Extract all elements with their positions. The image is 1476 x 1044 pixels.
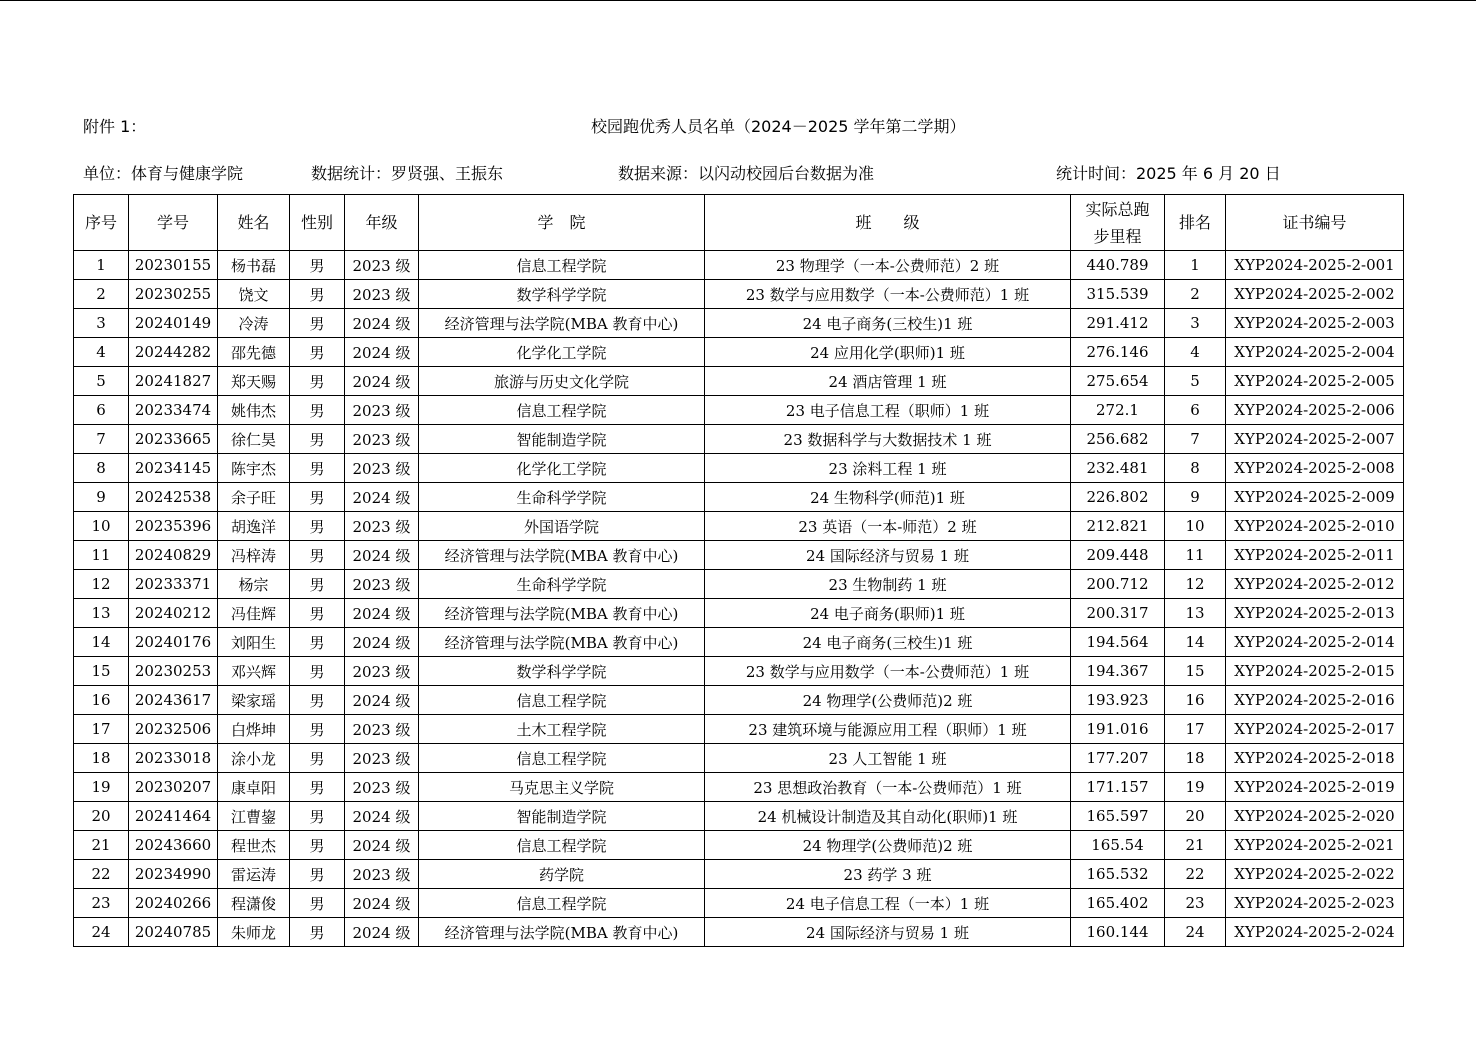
cell-distance: 193.923 bbox=[1071, 686, 1165, 715]
cell-grade: 2023 级 bbox=[345, 280, 419, 309]
cell-seq: 17 bbox=[74, 715, 129, 744]
table-row bbox=[74, 802, 1404, 831]
cell-gender: 男 bbox=[290, 512, 345, 541]
table-row bbox=[74, 367, 1404, 396]
cell-certificate: XYP2024-2025-2-014 bbox=[1226, 628, 1404, 657]
cell-name: 冯梓涛 bbox=[218, 541, 290, 570]
cell-name: 程潇俊 bbox=[218, 889, 290, 918]
cell-class: 24 电子商务(三校生)1 班 bbox=[705, 309, 1071, 338]
cell-college: 化学化工学院 bbox=[419, 454, 705, 483]
table-row bbox=[74, 831, 1404, 860]
cell-student-id: 20240176 bbox=[129, 628, 218, 657]
cell-student-id: 20240149 bbox=[129, 309, 218, 338]
cell-grade: 2024 级 bbox=[345, 338, 419, 367]
cell-gender: 男 bbox=[290, 251, 345, 280]
table-row bbox=[74, 309, 1404, 338]
cell-certificate: XYP2024-2025-2-024 bbox=[1226, 918, 1404, 947]
cell-college: 经济管理与法学院(MBA 教育中心) bbox=[419, 309, 705, 338]
cell-name: 陈宇杰 bbox=[218, 454, 290, 483]
cell-student-id: 20240266 bbox=[129, 889, 218, 918]
cell-student-id: 20233665 bbox=[129, 425, 218, 454]
cell-grade: 2023 级 bbox=[345, 715, 419, 744]
cell-distance: 165.402 bbox=[1071, 889, 1165, 918]
cell-certificate: XYP2024-2025-2-021 bbox=[1226, 831, 1404, 860]
cell-distance: 160.144 bbox=[1071, 918, 1165, 947]
cell-class: 24 机械设计制造及其自动化(职师)1 班 bbox=[705, 802, 1071, 831]
table-row bbox=[74, 686, 1404, 715]
cell-class: 23 生物制药 1 班 bbox=[705, 570, 1071, 599]
cell-class: 24 电子信息工程（一本）1 班 bbox=[705, 889, 1071, 918]
cell-gender: 男 bbox=[290, 570, 345, 599]
cell-seq: 2 bbox=[74, 280, 129, 309]
cell-college: 数学科学学院 bbox=[419, 657, 705, 686]
cell-class: 23 数学与应用数学（一本-公费师范）1 班 bbox=[705, 280, 1071, 309]
cell-certificate: XYP2024-2025-2-006 bbox=[1226, 396, 1404, 425]
table-row bbox=[74, 744, 1404, 773]
cell-class: 24 电子商务(三校生)1 班 bbox=[705, 628, 1071, 657]
cell-seq: 13 bbox=[74, 599, 129, 628]
cell-distance: 276.146 bbox=[1071, 338, 1165, 367]
cell-grade: 2024 级 bbox=[345, 599, 419, 628]
cell-rank: 15 bbox=[1165, 657, 1226, 686]
cell-grade: 2023 级 bbox=[345, 744, 419, 773]
cell-certificate: XYP2024-2025-2-011 bbox=[1226, 541, 1404, 570]
cell-class: 23 建筑环境与能源应用工程（职师）1 班 bbox=[705, 715, 1071, 744]
cell-class: 23 物理学（一本-公费师范）2 班 bbox=[705, 251, 1071, 280]
cell-class: 23 思想政治教育（一本-公费师范）1 班 bbox=[705, 773, 1071, 802]
cell-gender: 男 bbox=[290, 280, 345, 309]
stats-info: 数据统计：罗贤强、王振东 bbox=[311, 164, 504, 183]
cell-distance: 212.821 bbox=[1071, 512, 1165, 541]
cell-name: 梁家瑶 bbox=[218, 686, 290, 715]
cell-student-id: 20234990 bbox=[129, 860, 218, 889]
cell-class: 23 电子信息工程（职师）1 班 bbox=[705, 396, 1071, 425]
cell-rank: 14 bbox=[1165, 628, 1226, 657]
cell-college: 信息工程学院 bbox=[419, 396, 705, 425]
cell-rank: 10 bbox=[1165, 512, 1226, 541]
cell-name: 冷涛 bbox=[218, 309, 290, 338]
cell-college: 经济管理与法学院(MBA 教育中心) bbox=[419, 541, 705, 570]
cell-rank: 3 bbox=[1165, 309, 1226, 338]
cell-class: 23 药学 3 班 bbox=[705, 860, 1071, 889]
cell-seq: 15 bbox=[74, 657, 129, 686]
cell-gender: 男 bbox=[290, 454, 345, 483]
cell-college: 化学化工学院 bbox=[419, 338, 705, 367]
cell-gender: 男 bbox=[290, 686, 345, 715]
page-top-border bbox=[0, 0, 1476, 1]
cell-class: 23 涂料工程 1 班 bbox=[705, 454, 1071, 483]
cell-certificate: XYP2024-2025-2-003 bbox=[1226, 309, 1404, 338]
cell-rank: 6 bbox=[1165, 396, 1226, 425]
cell-rank: 20 bbox=[1165, 802, 1226, 831]
cell-seq: 3 bbox=[74, 309, 129, 338]
cell-certificate: XYP2024-2025-2-010 bbox=[1226, 512, 1404, 541]
cell-class: 23 英语（一本-师范）2 班 bbox=[705, 512, 1071, 541]
cell-rank: 11 bbox=[1165, 541, 1226, 570]
cell-college: 智能制造学院 bbox=[419, 425, 705, 454]
table-row bbox=[74, 512, 1404, 541]
cell-rank: 7 bbox=[1165, 425, 1226, 454]
cell-distance: 177.207 bbox=[1071, 744, 1165, 773]
cell-name: 胡逸洋 bbox=[218, 512, 290, 541]
cell-grade: 2024 级 bbox=[345, 802, 419, 831]
cell-student-id: 20230255 bbox=[129, 280, 218, 309]
cell-rank: 4 bbox=[1165, 338, 1226, 367]
header-class: 班 级 bbox=[705, 195, 1071, 251]
cell-grade: 2024 级 bbox=[345, 309, 419, 338]
cell-certificate: XYP2024-2025-2-023 bbox=[1226, 889, 1404, 918]
cell-distance: 209.448 bbox=[1071, 541, 1165, 570]
table-header-row bbox=[74, 195, 1404, 251]
cell-class: 24 生物科学(师范)1 班 bbox=[705, 483, 1071, 512]
cell-gender: 男 bbox=[290, 309, 345, 338]
attachment-label: 附件 1： bbox=[83, 117, 147, 136]
cell-rank: 23 bbox=[1165, 889, 1226, 918]
cell-rank: 24 bbox=[1165, 918, 1226, 947]
cell-student-id: 20235396 bbox=[129, 512, 218, 541]
cell-student-id: 20244282 bbox=[129, 338, 218, 367]
cell-seq: 8 bbox=[74, 454, 129, 483]
cell-student-id: 20230207 bbox=[129, 773, 218, 802]
cell-rank: 21 bbox=[1165, 831, 1226, 860]
header-distance-line2: 步里程 bbox=[1093, 226, 1142, 246]
table-row bbox=[74, 454, 1404, 483]
cell-rank: 13 bbox=[1165, 599, 1226, 628]
cell-student-id: 20232506 bbox=[129, 715, 218, 744]
cell-certificate: XYP2024-2025-2-022 bbox=[1226, 860, 1404, 889]
header-certificate: 证书编号 bbox=[1226, 195, 1404, 251]
cell-distance: 226.802 bbox=[1071, 483, 1165, 512]
header-gender: 性别 bbox=[290, 195, 345, 251]
cell-grade: 2024 级 bbox=[345, 831, 419, 860]
cell-college: 生命科学学院 bbox=[419, 570, 705, 599]
cell-rank: 12 bbox=[1165, 570, 1226, 599]
cell-gender: 男 bbox=[290, 889, 345, 918]
table-row bbox=[74, 251, 1404, 280]
honor-roll-table bbox=[73, 194, 1404, 947]
cell-grade: 2023 级 bbox=[345, 251, 419, 280]
table-row bbox=[74, 483, 1404, 512]
cell-grade: 2023 级 bbox=[345, 425, 419, 454]
cell-distance: 272.1 bbox=[1071, 396, 1165, 425]
cell-student-id: 20230253 bbox=[129, 657, 218, 686]
cell-class: 23 数学与应用数学（一本-公费师范）1 班 bbox=[705, 657, 1071, 686]
cell-name: 涂小龙 bbox=[218, 744, 290, 773]
cell-certificate: XYP2024-2025-2-004 bbox=[1226, 338, 1404, 367]
cell-seq: 6 bbox=[74, 396, 129, 425]
cell-rank: 22 bbox=[1165, 860, 1226, 889]
cell-college: 信息工程学院 bbox=[419, 744, 705, 773]
table-row bbox=[74, 715, 1404, 744]
cell-distance: 194.564 bbox=[1071, 628, 1165, 657]
cell-grade: 2024 级 bbox=[345, 541, 419, 570]
cell-seq: 11 bbox=[74, 541, 129, 570]
cell-seq: 4 bbox=[74, 338, 129, 367]
cell-seq: 16 bbox=[74, 686, 129, 715]
cell-name: 杨书磊 bbox=[218, 251, 290, 280]
cell-gender: 男 bbox=[290, 802, 345, 831]
cell-rank: 17 bbox=[1165, 715, 1226, 744]
table-row bbox=[74, 541, 1404, 570]
cell-college: 马克思主义学院 bbox=[419, 773, 705, 802]
cell-seq: 5 bbox=[74, 367, 129, 396]
cell-rank: 1 bbox=[1165, 251, 1226, 280]
table-row bbox=[74, 628, 1404, 657]
table-row bbox=[74, 425, 1404, 454]
cell-college: 经济管理与法学院(MBA 教育中心) bbox=[419, 599, 705, 628]
cell-name: 杨宗 bbox=[218, 570, 290, 599]
cell-student-id: 20233474 bbox=[129, 396, 218, 425]
cell-rank: 2 bbox=[1165, 280, 1226, 309]
unit-info: 单位：体育与健康学院 bbox=[83, 164, 244, 183]
cell-distance: 200.712 bbox=[1071, 570, 1165, 599]
cell-college: 经济管理与法学院(MBA 教育中心) bbox=[419, 918, 705, 947]
cell-name: 余子旺 bbox=[218, 483, 290, 512]
table-row bbox=[74, 396, 1404, 425]
cell-college: 旅游与历史文化学院 bbox=[419, 367, 705, 396]
cell-distance: 194.367 bbox=[1071, 657, 1165, 686]
cell-name: 江曹鋆 bbox=[218, 802, 290, 831]
table-row bbox=[74, 889, 1404, 918]
cell-class: 24 物理学(公费师范)2 班 bbox=[705, 686, 1071, 715]
cell-grade: 2023 级 bbox=[345, 570, 419, 599]
cell-class: 24 应用化学(职师)1 班 bbox=[705, 338, 1071, 367]
cell-class: 24 国际经济与贸易 1 班 bbox=[705, 918, 1071, 947]
cell-college: 土木工程学院 bbox=[419, 715, 705, 744]
cell-class: 24 酒店管理 1 班 bbox=[705, 367, 1071, 396]
cell-certificate: XYP2024-2025-2-002 bbox=[1226, 280, 1404, 309]
cell-college: 药学院 bbox=[419, 860, 705, 889]
cell-certificate: XYP2024-2025-2-012 bbox=[1226, 570, 1404, 599]
header-seq: 序号 bbox=[74, 195, 129, 251]
cell-certificate: XYP2024-2025-2-009 bbox=[1226, 483, 1404, 512]
cell-seq: 10 bbox=[74, 512, 129, 541]
cell-student-id: 20240785 bbox=[129, 918, 218, 947]
table-row bbox=[74, 773, 1404, 802]
cell-college: 智能制造学院 bbox=[419, 802, 705, 831]
header-college: 学 院 bbox=[419, 195, 705, 251]
cell-gender: 男 bbox=[290, 831, 345, 860]
cell-certificate: XYP2024-2025-2-008 bbox=[1226, 454, 1404, 483]
cell-certificate: XYP2024-2025-2-001 bbox=[1226, 251, 1404, 280]
cell-name: 康卓阳 bbox=[218, 773, 290, 802]
cell-gender: 男 bbox=[290, 599, 345, 628]
cell-rank: 5 bbox=[1165, 367, 1226, 396]
cell-distance: 232.481 bbox=[1071, 454, 1165, 483]
cell-seq: 9 bbox=[74, 483, 129, 512]
cell-certificate: XYP2024-2025-2-016 bbox=[1226, 686, 1404, 715]
cell-seq: 21 bbox=[74, 831, 129, 860]
cell-grade: 2023 级 bbox=[345, 512, 419, 541]
cell-college: 信息工程学院 bbox=[419, 889, 705, 918]
table-row bbox=[74, 918, 1404, 947]
cell-student-id: 20230155 bbox=[129, 251, 218, 280]
cell-college: 信息工程学院 bbox=[419, 251, 705, 280]
cell-rank: 16 bbox=[1165, 686, 1226, 715]
cell-grade: 2023 级 bbox=[345, 657, 419, 686]
cell-gender: 男 bbox=[290, 483, 345, 512]
cell-class: 23 数据科学与大数据技术 1 班 bbox=[705, 425, 1071, 454]
cell-distance: 315.539 bbox=[1071, 280, 1165, 309]
cell-certificate: XYP2024-2025-2-018 bbox=[1226, 744, 1404, 773]
time-info: 统计时间：2025 年 6 月 20 日 bbox=[1056, 164, 1281, 183]
cell-student-id: 20243617 bbox=[129, 686, 218, 715]
cell-gender: 男 bbox=[290, 367, 345, 396]
cell-grade: 2023 级 bbox=[345, 396, 419, 425]
cell-seq: 24 bbox=[74, 918, 129, 947]
cell-certificate: XYP2024-2025-2-013 bbox=[1226, 599, 1404, 628]
cell-seq: 1 bbox=[74, 251, 129, 280]
cell-name: 刘阳生 bbox=[218, 628, 290, 657]
cell-student-id: 20233018 bbox=[129, 744, 218, 773]
cell-student-id: 20234145 bbox=[129, 454, 218, 483]
cell-certificate: XYP2024-2025-2-005 bbox=[1226, 367, 1404, 396]
cell-name: 邓兴辉 bbox=[218, 657, 290, 686]
cell-college: 经济管理与法学院(MBA 教育中心) bbox=[419, 628, 705, 657]
cell-seq: 23 bbox=[74, 889, 129, 918]
cell-certificate: XYP2024-2025-2-019 bbox=[1226, 773, 1404, 802]
cell-grade: 2023 级 bbox=[345, 454, 419, 483]
cell-student-id: 20242538 bbox=[129, 483, 218, 512]
cell-student-id: 20241827 bbox=[129, 367, 218, 396]
cell-rank: 19 bbox=[1165, 773, 1226, 802]
cell-distance: 291.412 bbox=[1071, 309, 1165, 338]
cell-gender: 男 bbox=[290, 715, 345, 744]
cell-gender: 男 bbox=[290, 541, 345, 570]
header-distance-line1: 实际总跑 bbox=[1085, 199, 1150, 219]
cell-seq: 20 bbox=[74, 802, 129, 831]
table-row bbox=[74, 657, 1404, 686]
cell-distance: 165.54 bbox=[1071, 831, 1165, 860]
cell-grade: 2024 级 bbox=[345, 483, 419, 512]
cell-class: 23 人工智能 1 班 bbox=[705, 744, 1071, 773]
cell-distance: 256.682 bbox=[1071, 425, 1165, 454]
header-grade: 年级 bbox=[345, 195, 419, 251]
table-row bbox=[74, 338, 1404, 367]
cell-name: 程世杰 bbox=[218, 831, 290, 860]
cell-college: 外国语学院 bbox=[419, 512, 705, 541]
cell-gender: 男 bbox=[290, 773, 345, 802]
cell-name: 白烨坤 bbox=[218, 715, 290, 744]
cell-student-id: 20240829 bbox=[129, 541, 218, 570]
cell-distance: 275.654 bbox=[1071, 367, 1165, 396]
cell-seq: 22 bbox=[74, 860, 129, 889]
cell-gender: 男 bbox=[290, 657, 345, 686]
cell-gender: 男 bbox=[290, 744, 345, 773]
cell-gender: 男 bbox=[290, 396, 345, 425]
cell-grade: 2023 级 bbox=[345, 860, 419, 889]
cell-grade: 2024 级 bbox=[345, 367, 419, 396]
cell-distance: 200.317 bbox=[1071, 599, 1165, 628]
cell-rank: 18 bbox=[1165, 744, 1226, 773]
cell-college: 信息工程学院 bbox=[419, 686, 705, 715]
cell-college: 生命科学学院 bbox=[419, 483, 705, 512]
header-name: 姓名 bbox=[218, 195, 290, 251]
cell-student-id: 20243660 bbox=[129, 831, 218, 860]
cell-name: 徐仁昊 bbox=[218, 425, 290, 454]
cell-name: 邵先德 bbox=[218, 338, 290, 367]
cell-distance: 171.157 bbox=[1071, 773, 1165, 802]
cell-college: 数学科学学院 bbox=[419, 280, 705, 309]
cell-distance: 165.597 bbox=[1071, 802, 1165, 831]
cell-seq: 18 bbox=[74, 744, 129, 773]
cell-grade: 2024 级 bbox=[345, 628, 419, 657]
cell-gender: 男 bbox=[290, 918, 345, 947]
cell-certificate: XYP2024-2025-2-020 bbox=[1226, 802, 1404, 831]
cell-student-id: 20233371 bbox=[129, 570, 218, 599]
cell-certificate: XYP2024-2025-2-017 bbox=[1226, 715, 1404, 744]
cell-class: 24 国际经济与贸易 1 班 bbox=[705, 541, 1071, 570]
document-title: 校园跑优秀人员名单（2024－2025 学年第二学期） bbox=[591, 117, 966, 136]
cell-name: 饶文 bbox=[218, 280, 290, 309]
cell-student-id: 20240212 bbox=[129, 599, 218, 628]
cell-distance: 191.016 bbox=[1071, 715, 1165, 744]
table-row bbox=[74, 860, 1404, 889]
cell-student-id: 20241464 bbox=[129, 802, 218, 831]
cell-rank: 8 bbox=[1165, 454, 1226, 483]
cell-gender: 男 bbox=[290, 860, 345, 889]
cell-name: 郑天赐 bbox=[218, 367, 290, 396]
cell-distance: 440.789 bbox=[1071, 251, 1165, 280]
cell-seq: 7 bbox=[74, 425, 129, 454]
cell-grade: 2023 级 bbox=[345, 773, 419, 802]
cell-distance: 165.532 bbox=[1071, 860, 1165, 889]
cell-certificate: XYP2024-2025-2-015 bbox=[1226, 657, 1404, 686]
cell-name: 冯佳辉 bbox=[218, 599, 290, 628]
cell-seq: 19 bbox=[74, 773, 129, 802]
table-row bbox=[74, 280, 1404, 309]
cell-certificate: XYP2024-2025-2-007 bbox=[1226, 425, 1404, 454]
header-distance bbox=[1071, 195, 1165, 251]
cell-class: 24 电子商务(职师)1 班 bbox=[705, 599, 1071, 628]
cell-seq: 14 bbox=[74, 628, 129, 657]
table-row bbox=[74, 599, 1404, 628]
cell-grade: 2024 级 bbox=[345, 889, 419, 918]
header-student-id: 学号 bbox=[129, 195, 218, 251]
cell-gender: 男 bbox=[290, 338, 345, 367]
header-rank: 排名 bbox=[1165, 195, 1226, 251]
table-row bbox=[74, 570, 1404, 599]
source-info: 数据来源：以闪动校园后台数据为准 bbox=[618, 164, 875, 183]
cell-name: 雷运涛 bbox=[218, 860, 290, 889]
cell-seq: 12 bbox=[74, 570, 129, 599]
cell-college: 信息工程学院 bbox=[419, 831, 705, 860]
cell-class: 24 物理学(公费师范)2 班 bbox=[705, 831, 1071, 860]
cell-name: 朱师龙 bbox=[218, 918, 290, 947]
cell-gender: 男 bbox=[290, 425, 345, 454]
cell-gender: 男 bbox=[290, 628, 345, 657]
cell-grade: 2024 级 bbox=[345, 918, 419, 947]
cell-grade: 2024 级 bbox=[345, 686, 419, 715]
cell-name: 姚伟杰 bbox=[218, 396, 290, 425]
cell-rank: 9 bbox=[1165, 483, 1226, 512]
